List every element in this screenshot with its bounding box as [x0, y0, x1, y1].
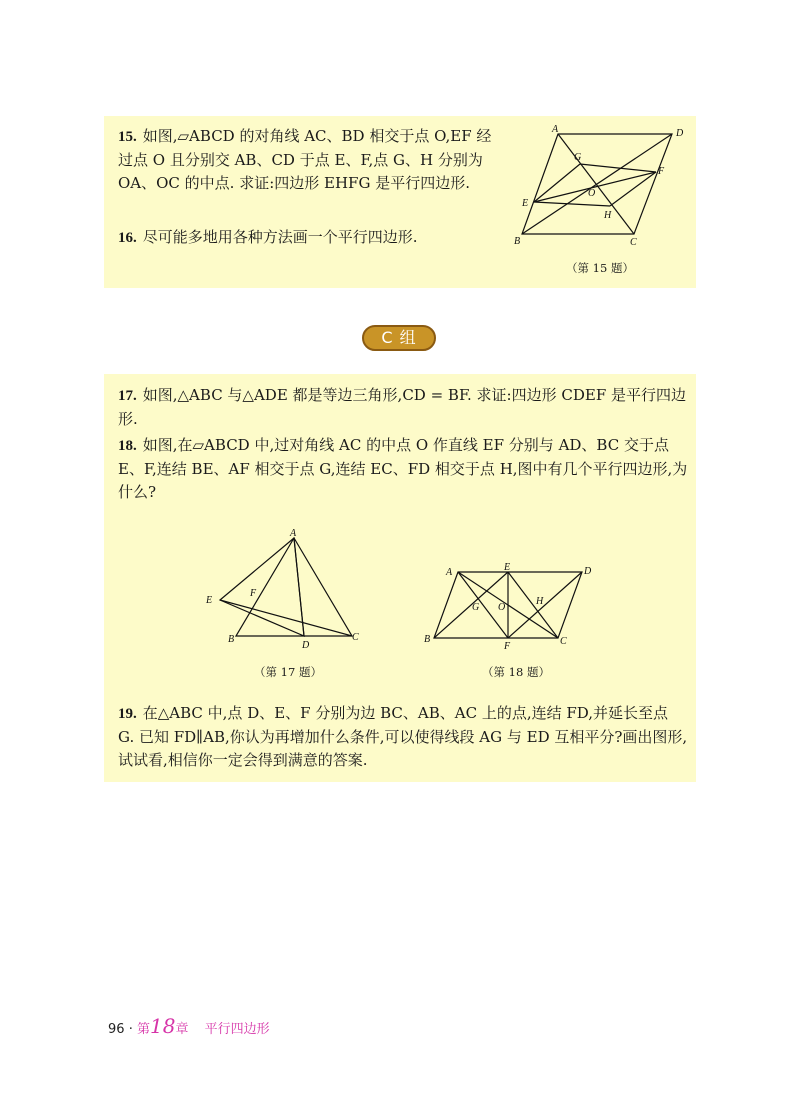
label-H: H	[604, 210, 612, 221]
label-E: E	[504, 562, 511, 573]
problem-19	[118, 702, 688, 772]
label-A: A	[552, 124, 559, 135]
label-D: D	[302, 640, 310, 651]
label-E: E	[206, 595, 213, 606]
chapter-number: 18	[149, 1014, 176, 1038]
problem-text: 如图,▱ABCD 的对角线 AC、BD 相交于点 O,EF 经过点 O 且分别交 AB、CD 于点 E、F,点 G、H 分别为 OA、OC 的中点. 求证:四边形 EHFG 是平行四边形.	[118, 127, 492, 192]
problem-number: 18.	[118, 438, 137, 454]
problem-number: 19.	[118, 706, 137, 722]
caption-17: （第 17 题）	[254, 665, 322, 679]
label-D: D	[584, 566, 592, 577]
label-E: E	[522, 198, 529, 209]
problem-text: 尽可能多地用各种方法画一个平行四边形.	[142, 228, 418, 246]
figure-15	[512, 124, 688, 252]
chapter-prefix: 第	[136, 1022, 150, 1037]
label-C: C	[352, 632, 359, 643]
page-number: 96	[108, 1022, 125, 1037]
label-H: H	[536, 596, 544, 607]
problem-text: 如图,△ABC 与△ADE 都是等边三角形,CD = BF. 求证:四边形 CDEF 是平行四边形.	[118, 386, 687, 428]
label-F: F	[658, 166, 665, 177]
label-F: F	[504, 641, 511, 650]
page-footer	[108, 1014, 270, 1038]
problem-18	[118, 434, 688, 504]
caption-15: （第 15 题）	[566, 261, 634, 275]
label-F: F	[250, 588, 257, 599]
label-B: B	[514, 236, 521, 247]
label-G: G	[472, 602, 480, 613]
figure-18	[420, 560, 600, 650]
label-G: G	[574, 152, 582, 163]
problem-number: 17.	[118, 388, 137, 404]
label-B: B	[424, 634, 431, 645]
label-C: C	[560, 636, 567, 647]
problem-15	[118, 125, 506, 195]
problem-number: 15.	[118, 129, 137, 145]
footer-dot: ·	[128, 1022, 133, 1037]
label-O: O	[498, 602, 506, 613]
label-D: D	[676, 128, 684, 139]
problem-text: 在△ABC 中,点 D、E、F 分别为边 BC、AB、AC 上的点,连结 FD,并延长至点 G. 已知 FD∥AB,你认为再增加什么条件,可以使得线段 AG 与 ED 互相平分?画出图形,试试看,相信你一定会得到满意的答案.	[118, 704, 688, 769]
label-O: O	[588, 188, 596, 199]
problem-16	[118, 226, 506, 250]
label-A: A	[446, 567, 453, 578]
problem-number: 16.	[118, 230, 137, 246]
problem-17	[118, 384, 688, 431]
label-A: A	[290, 528, 297, 539]
section-badge-c: C 组	[362, 325, 436, 351]
chapter-title: 平行四边形	[204, 1022, 270, 1037]
figure-17	[200, 528, 366, 652]
label-C: C	[630, 237, 637, 248]
caption-18: （第 18 题）	[482, 665, 550, 679]
chapter-suffix: 章	[175, 1022, 189, 1037]
label-B: B	[228, 634, 235, 645]
problem-text: 如图,在▱ABCD 中,过对角线 AC 的中点 O 作直线 EF 分别与 AD、BC 交于点 E、F,连结 BE、AF 相交于点 G,连结 EC、FD 相交于点 H,图中有几个平行四边形,为什么?	[118, 436, 688, 501]
